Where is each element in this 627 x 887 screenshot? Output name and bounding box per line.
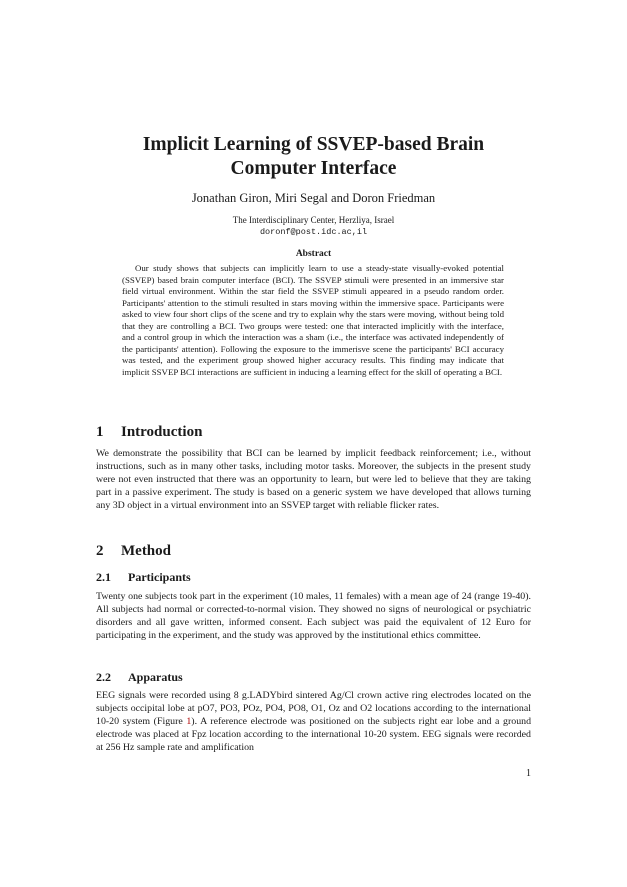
subsection-title: Participants (128, 570, 191, 584)
paper-title (0, 133, 627, 181)
subsection-number: 2.2 (96, 670, 111, 684)
title-line-1: Implicit Learning of SSVEP-based Brain (142, 134, 485, 155)
participants-paragraph: Twenty one subjects took part in the experiment (10 males, 11 females) with a mean age of 24 (range 19-40). All subjects had normal or corrected-to-normal vision. They showed no signs of neurological or psychiatric disorders and all gave written, informed consent. Each subject was paid the equivalent of 12 Euro for participating in the experiment, and the study was approved by the institutional ethics committee. (96, 591, 531, 641)
abstract-text: Our study shows that subjects can implicitly learn to use a steady-state visually-evoked potential (SSVEP) based brain computer interface (BCI). The SSVEP stimuli were presented in an immersive star field virtual environment. Within the star field the SSVEP stimuli appeared in a pseudo random order. Participants' attention to the stimuli resulted in stars moving within the immersive space. Participants were asked to view four short clips of the scene and try to explain why the stars were moving, without being told that they are controlling a BCI. Two groups were tested: one that interacted implicitly with the interface, and a control group in which the interaction was a sham (i.e., the interface was activated independently of the participants' attention). Following the exposure to the immerisve scene the participants' BCI accuracy was tested, and the experiment group showed higher accuracy results. This finding may indicate that implicit SSVEP BCI interactions are sufficient in inducing a learning effect for the skill of operating a BCI. (122, 263, 504, 377)
section-number: 1 (96, 424, 104, 440)
figure-reference-link[interactable]: 1 (186, 715, 192, 727)
page-number: 1 (526, 768, 531, 779)
subsection-number: 2.1 (96, 570, 111, 584)
abstract-heading: Abstract (295, 249, 332, 259)
contact-email: doronf@post.idc.ac,il (259, 227, 368, 237)
subsection-heading-participants (96, 570, 191, 585)
subsection-title: Apparatus (128, 670, 183, 684)
introduction-paragraph: We demonstrate the possibility that BCI can be learned by implicit feedback reinforcement; i.e., without instructions, such as in many other tasks, including motor tasks. Moreover, the subjects in the present study were not even instructed that there was an opportunity to learn, but were led to believe that they are taking part in a passive experiment. The study is based on a generic system we have developed that allows turning any 3D object in a virtual environment into an SSVEP target with reliable flicker rates. (96, 448, 531, 511)
subsection-heading-apparatus (96, 670, 183, 685)
section-title: Introduction (121, 424, 203, 440)
affiliation: The Interdisciplinary Center, Herzliya, Israel (232, 215, 395, 225)
section-number: 2 (96, 543, 104, 559)
section-title: Method (121, 543, 171, 559)
section-heading-introduction (96, 423, 202, 441)
apparatus-paragraph (96, 690, 531, 755)
apparatus-text-start: EEG signals were recorded using 8 g.LADYbird sintered Ag/Cl crown active ring electrodes located on the subjects occipital lobe at pO7, PO3, POz, PO4, PO8, O1, Oz and O2 locations according to the international 10-20 system (Figure (96, 690, 531, 727)
author-list: Jonathan Giron, Miri Segal and Doron Friedman (191, 191, 436, 205)
title-line-2: Computer Interface (230, 158, 397, 179)
section-heading-method (96, 542, 171, 560)
apparatus-text-end: ). A reference electrode was positioned on the subjects right ear lobe and a ground electrode was placed at Fpz location according to the international 10-20 system. EEG signals were recorded at 256 Hz sample rate and amplification (96, 715, 532, 753)
